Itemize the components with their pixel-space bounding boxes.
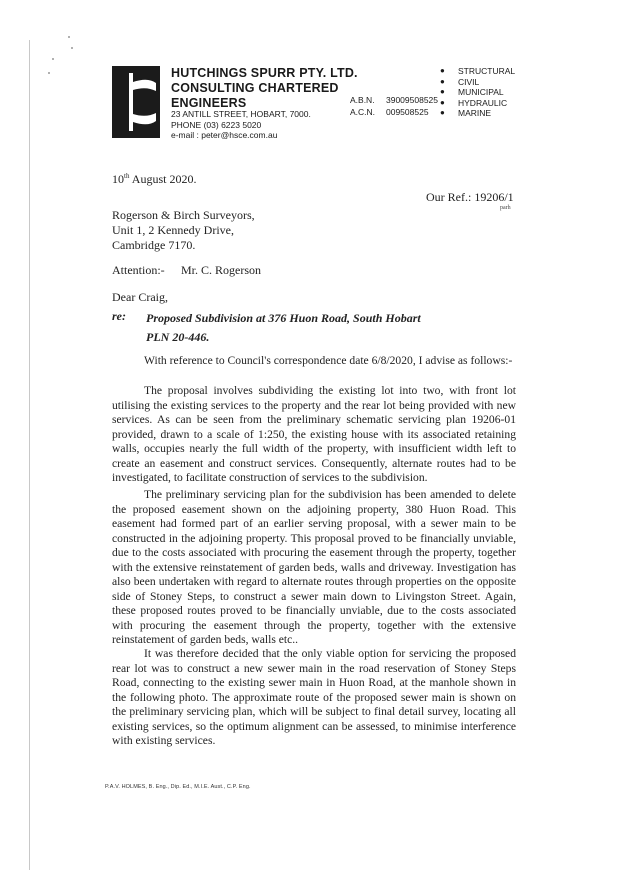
salutation: Dear Craig, — [112, 290, 168, 304]
firm-name-line: CONSULTING CHARTERED — [171, 81, 339, 95]
firm-address: 23 ANTILL STREET, HOBART, 7000. — [171, 109, 311, 119]
registration-labels — [350, 94, 375, 118]
service-label: STRUCTURAL — [458, 66, 516, 76]
recipient-line: Rogerson & Birch Surveyors, — [112, 208, 255, 222]
acn-value: 009508525 — [386, 107, 429, 117]
registration-values — [386, 94, 438, 118]
letter-paragraph — [112, 384, 516, 486]
acn-label: A.C.N. — [350, 107, 376, 117]
date-month-year: August 2020. — [129, 172, 197, 186]
firm-name — [171, 66, 358, 111]
firm-phone: PHONE (03) 6223 5020 — [171, 119, 262, 130]
scan-speck — [48, 72, 50, 74]
letter-paragraph — [112, 354, 516, 369]
recipient-line: Unit 1, 2 Kennedy Drive, — [112, 223, 234, 237]
firm-name-line: ENGINEERS — [171, 96, 247, 110]
hsce-logo — [112, 66, 160, 138]
scan-speck — [71, 47, 73, 49]
subject-title: Proposed Subdivision at 376 Huon Road, South Hobart — [146, 311, 421, 325]
subject-label: re: — [112, 309, 126, 323]
footer-credentials: P.A.V. HOLMES, B. Eng., Dip. Ed., M.I.E. Aust., C.P. Eng. — [105, 784, 251, 790]
bullet-icon: ● — [440, 87, 445, 96]
date-suffix: th — [124, 172, 130, 180]
recipient-line: Cambridge 7170. — [112, 238, 196, 252]
attention-label: Attention:- — [112, 263, 165, 277]
firm-name-line: HUTCHINGS SPURR PTY. LTD. — [171, 66, 358, 80]
abn-value: 39009508525 — [386, 95, 439, 105]
firm-email: e-mail : peter@hsce.com.au — [171, 130, 278, 140]
bullet-icon: ● — [440, 76, 445, 86]
recipient-address — [112, 208, 255, 253]
service-label: MUNICIPAL — [458, 87, 504, 97]
bullet-icon: ● — [440, 108, 445, 117]
attention-name: Mr. C. Rogerson — [181, 263, 262, 277]
typist-initials: parh — [500, 205, 511, 211]
abn-label: A.B.N. — [350, 95, 375, 105]
firm-contact-block — [171, 109, 311, 141]
our-reference: Our Ref.: 19206/1 — [426, 190, 514, 204]
scan-speck — [68, 36, 70, 38]
bullet-icon: ● — [440, 97, 445, 107]
paragraph-text: The proposal involves subdividing the existing lot into two, with front lot utilising the existing services to the property and the rear lot being provided with new services. As can be seen from the preliminary schematic servicing plan 19206-01 provided, drawn to a scale of 1:250, the existing house with its associated retaining walls, occupies nearly the full width of the property, with insufficient width left to create an easement and construct services. Consequently, alternate routes had to be investigated, to facilitate construction of services to the subdivision. — [112, 384, 516, 484]
service-label: MARINE — [458, 108, 492, 118]
letter-paragraph — [112, 488, 516, 648]
service-label: HYDRAULIC — [458, 97, 508, 108]
subject-line — [146, 309, 421, 347]
service-label: CIVIL — [458, 76, 480, 87]
scan-margin-line — [29, 40, 30, 870]
paragraph-text: The preliminary servicing plan for the subdivision has been amended to delete the proposed easement shown on the adjoining property, 380 Huon Road. This easement had formed part of an earlier serving proposal, with a sewer main to be constructed in the adjoining property. This proposal proved to be financially unviable, due to the costs associated with procuring the easement through the property, together with the extensive reinstatement of garden beds, walls and driveway. Investigation has also been undertaken with regard to alternate routes through properties on the opposite side of Stoney Steps, to construct a sewer main down to Livingston Street. Again, these proposed routes proved to be financially unviable, due to the costs associated with procuring the easement through the property, together with the extensive reinstatement of garden beds, walls etc.. — [112, 488, 516, 646]
paragraph-text: With reference to Council's correspondence date 6/8/2020, I advise as follows:- — [144, 354, 513, 367]
subject-reference: PLN 20-446. — [146, 330, 210, 344]
bullet-icon: ● — [440, 66, 445, 75]
letter-date — [112, 172, 196, 187]
date-day: 10 — [112, 172, 124, 186]
scan-speck — [52, 58, 54, 60]
paragraph-text: It was therefore decided that the only viable option for servicing the proposed rear lot was to construct a new sewer main in the road reservation of Stoney Steps Road, connecting to the existing sewer main in Huon Road, at the manhole shown in the following photo. The approximate route of the proposed sewer main is shown on the preliminary servicing plan, which will be subject to final detail survey, locating all existing services, so the optimum alignment can be assessed, to minimise interference with existing services. — [112, 647, 516, 747]
letter-paragraph — [112, 647, 516, 749]
